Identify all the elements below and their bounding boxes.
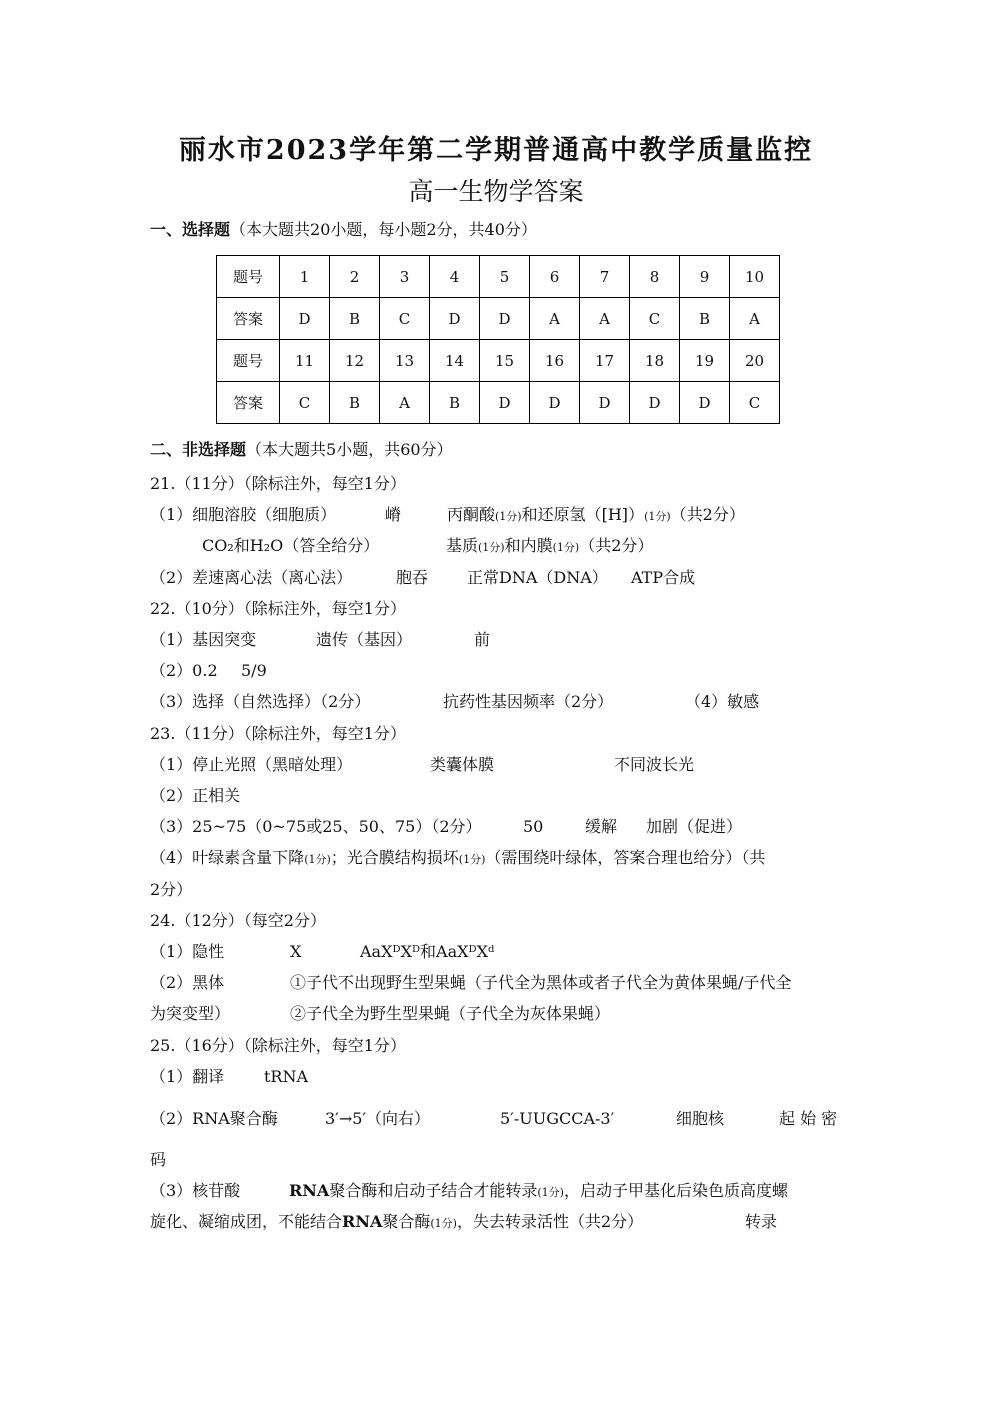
section1-note: （本大题共20小题，每小题2分，共40分） [230, 220, 537, 239]
document-subtitle: 高一生物学答案 [408, 177, 584, 206]
answer-text: （2）0.2 [150, 661, 218, 680]
table-cell: 16 [530, 340, 580, 382]
table-cell: A [730, 298, 780, 340]
answer-text: 3′→5′（向右） [325, 1109, 431, 1128]
table-cell: 13 [380, 340, 430, 382]
table-cell: 14 [430, 340, 480, 382]
answer-text: 类囊体膜 [430, 755, 495, 774]
answer-text: ①子代不出现野生型果蝇（子代全为黑体或者子代全为黄体果蝇/子代全 [290, 973, 792, 992]
table-cell: 9 [680, 256, 730, 298]
answer-text: X [290, 942, 302, 961]
q25-line1 [150, 1067, 309, 1087]
row-label-question: 题号 [217, 340, 280, 382]
table-cell: 7 [580, 256, 630, 298]
table-cell: D [480, 298, 530, 340]
table-cell: D [280, 298, 330, 340]
q23-line3 [150, 817, 743, 837]
q25-heading: 25.（16分）（除标注外，每空1分） [150, 1036, 406, 1055]
q23-heading: 23.（11分）（除标注外，每空1分） [150, 724, 406, 743]
answer-text: 遗传（基因） [316, 630, 413, 649]
answer-text: AaXᴰXᴰ和AaXᴰXᵈ [360, 942, 495, 961]
answer-text: （1）隐性 [150, 942, 225, 961]
answer-text: 旋化、凝缩成团，不能结合RNA聚合酶(1分)，失去转录活性（共2分） [150, 1212, 644, 1231]
answer-text: （2）RNA聚合酶 [150, 1109, 278, 1128]
table-cell: C [630, 298, 680, 340]
answer-text: 细胞核 [676, 1109, 725, 1128]
answer-text: （1）细胞溶胶（细胞质） [150, 505, 337, 524]
answer-table [216, 255, 780, 424]
document-title: 丽水市2023学年第二学期普通高中教学质量监控 [178, 135, 814, 166]
table-cell: A [530, 298, 580, 340]
q24-line2 [150, 973, 792, 993]
q24-heading: 24.（12分）（每空2分） [150, 911, 326, 930]
answer-text: （3）25~75（0~75或25、50、75）（2分） [150, 817, 482, 836]
answer-text: CO₂和H₂O（答全给分） [202, 536, 380, 555]
q22-line2 [150, 661, 267, 681]
table-cell: D [530, 382, 580, 424]
table-cell: B [330, 298, 380, 340]
answer-text: ATP合成 [631, 568, 696, 587]
table-cell: D [480, 382, 530, 424]
table-cell: C [730, 382, 780, 424]
q22-line1 [150, 630, 491, 650]
q25-line3: 码 [150, 1150, 167, 1169]
answer-text: 50 [523, 817, 544, 836]
table-row [217, 382, 780, 424]
q25-line5 [150, 1212, 778, 1234]
q24-line3 [150, 1004, 611, 1024]
table-cell: B [680, 298, 730, 340]
answer-text: （1）停止光照（黑暗处理） [150, 755, 353, 774]
table-cell: 5 [480, 256, 530, 298]
table-cell: 19 [680, 340, 730, 382]
q23-line5: 2分） [150, 880, 193, 899]
answer-text: 正常DNA（DNA） [467, 568, 608, 587]
answer-text: 起 始 密 [779, 1109, 838, 1128]
row-label-answer: 答案 [217, 298, 280, 340]
q23-line2: （2）正相关 [150, 786, 241, 805]
answer-text: 为突变型） [150, 1004, 231, 1023]
table-row [217, 256, 780, 298]
q25-line4 [150, 1181, 788, 1201]
answer-text: 转录 [745, 1212, 778, 1231]
table-cell: B [430, 382, 480, 424]
table-cell: C [280, 382, 330, 424]
answer-text: 嵴 [385, 505, 402, 524]
q21-line3 [150, 568, 696, 588]
table-cell: D [680, 382, 730, 424]
table-cell: D [430, 298, 480, 340]
table-cell: A [380, 382, 430, 424]
q25-line2 [150, 1109, 838, 1129]
answer-text: 5′-UUGCCA-3′ [500, 1109, 615, 1128]
table-cell: D [580, 382, 630, 424]
table-cell: 2 [330, 256, 380, 298]
table-cell: 6 [530, 256, 580, 298]
answer-text: tRNA [264, 1067, 309, 1086]
table-cell: 4 [430, 256, 480, 298]
q23-line1 [150, 755, 695, 775]
table-cell: 3 [380, 256, 430, 298]
table-row [217, 298, 780, 340]
q21-line1 [150, 505, 745, 525]
table-cell: 20 [730, 340, 780, 382]
table-cell: 15 [480, 340, 530, 382]
answer-text: 胞吞 [396, 568, 429, 587]
answer-text: 丙酮酸(1分)和还原氢（[H]）(1分)（共2分） [447, 505, 745, 524]
table-cell: 17 [580, 340, 630, 382]
table-cell: D [630, 382, 680, 424]
answer-text: （2）黑体 [150, 973, 225, 992]
table-cell: 18 [630, 340, 680, 382]
answer-text: 缓解 [585, 817, 618, 836]
q22-line3 [150, 692, 760, 712]
q24-line1 [150, 942, 495, 962]
section2-label: 二、非选择题 [150, 440, 247, 459]
answer-text: （3）选择（自然选择）（2分） [150, 692, 371, 711]
answer-text: ②子代全为野生型果蝇（子代全为灰体果蝇） [290, 1004, 611, 1023]
section1-label: 一、选择题 [150, 220, 231, 239]
answer-text: 5/9 [241, 661, 267, 680]
table-cell: A [580, 298, 630, 340]
table-row [217, 340, 780, 382]
answer-text: 抗药性基因频率（2分） [443, 692, 614, 711]
table-cell: 10 [730, 256, 780, 298]
answer-text: （1）翻译 [150, 1067, 225, 1086]
answer-text: （2）差速离心法（离心法） [150, 568, 353, 587]
table-cell: B [330, 382, 380, 424]
q21-heading: 21.（11分）（除标注外，每空1分） [150, 474, 406, 493]
answer-text: RNA聚合酶和启动子结合才能转录(1分)，启动子甲基化后染色质高度螺 [289, 1181, 788, 1200]
table-cell: C [380, 298, 430, 340]
answer-text: （3）核苷酸 [150, 1181, 241, 1200]
table-cell: 12 [330, 340, 380, 382]
q22-heading: 22.（10分）（除标注外，每空1分） [150, 599, 406, 618]
answer-text: 基质(1分)和内膜(1分)（共2分） [446, 536, 654, 555]
table-cell: 1 [280, 256, 330, 298]
answer-text: 不同波长光 [614, 755, 695, 774]
answer-text: （4）敏感 [685, 692, 760, 711]
q23-line4: （4）叶绿素含量下降(1分)；光合膜结构损坏(1分)（需围绕叶绿体，答案合理也给分）（共 [150, 848, 766, 867]
table-cell: 11 [280, 340, 330, 382]
answer-text: 前 [474, 630, 491, 649]
answer-text: （1）基因突变 [150, 630, 257, 649]
section2-note: （本大题共5小题，共60分） [246, 440, 453, 459]
table-cell: 8 [630, 256, 680, 298]
section2-heading [150, 440, 453, 460]
row-label-answer: 答案 [217, 382, 280, 424]
answer-text: 加剧（促进） [646, 817, 743, 836]
row-label-question: 题号 [217, 256, 280, 298]
section1-heading [150, 220, 537, 240]
